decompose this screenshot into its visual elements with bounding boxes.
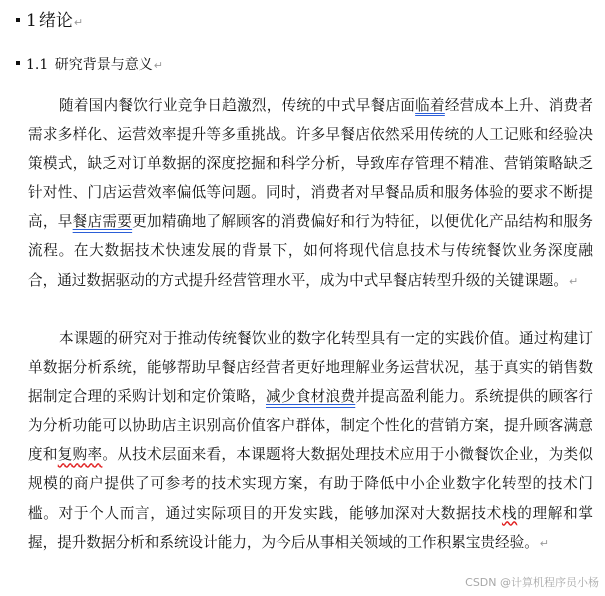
- section-heading[interactable]: [16, 55, 163, 76]
- grammar-flag[interactable]: 餐店需要: [72, 213, 133, 231]
- text-run: 的理解和掌握，提升数据分析和系统设计能力，为今后从事相关领域的工作积累宝贵经验。: [28, 504, 593, 551]
- spelling-flag[interactable]: 栈: [501, 504, 518, 522]
- chapter-heading[interactable]: [16, 10, 83, 34]
- text-run: 并提高盈利能力。系统提供的顾客行为分析功能可以协助店主识别高价值客户群体，制定个性化的营销方案，提升顾客满意度和: [28, 388, 593, 464]
- paragraph-mark: ↵: [73, 16, 84, 29]
- text-run: 本课题的研究对于推动传统餐饮业的数字化转型具有一定的实践价值。通过构建订单数据分析系统，能够帮助早餐店经营者更好地理解业务运营状况，基于真实的销售数据制定合理的采购计划和定价策略，: [28, 330, 593, 406]
- body-paragraph-1[interactable]: [28, 91, 593, 296]
- chapter-number: 1: [26, 11, 37, 31]
- grammar-flag[interactable]: 临着: [415, 97, 445, 114]
- paragraph-mark: ↵: [153, 59, 163, 72]
- section-number: 1.1: [26, 57, 49, 73]
- text-run: 。从技术层面来看，本课题将大数据处理技术应用于小微餐饮企业，为类似规模的商户提供了可参考的技术实现方案，有助于降低中小企业数字化转型的技术门槛。对于个人而言，通过实际项目的开发实践，能够加深对大数据技术: [28, 446, 593, 522]
- grammar-flag[interactable]: 减少食材浪费: [266, 388, 356, 406]
- paragraph-mark: ↵: [568, 274, 579, 288]
- text-run: 随着国内餐饮行业竞争日趋激烈，传统的中式早餐店面: [59, 97, 416, 114]
- text-run: 经营成本上升、消费者需求多样化、运营效率提升等多重挑战。许多早餐店依然采用传统的人工记账和经验决策模式，缺乏对订单数据的深度挖掘和科学分析，导致库存管理不精准、营销策略缺乏针对性、门店运营效率偏低等问题。同时，消费者对早餐品质和服务体验的要求不断提高，早: [28, 97, 593, 231]
- spelling-flag[interactable]: 复购率: [57, 446, 103, 464]
- heading-marker: [16, 61, 20, 65]
- heading-marker: [16, 18, 20, 22]
- section-title: 研究背景与意义: [54, 57, 153, 73]
- chapter-title: 绪论: [38, 11, 73, 31]
- csdn-watermark: CSDN @计算机程序员小杨: [465, 576, 599, 589]
- body-paragraph-2[interactable]: [28, 324, 593, 558]
- text-run: 更加精确地了解顾客的消费偏好和行为特征，以便优化产品结构和服务流程。在大数据技术快速发展的背景下，如何将现代信息技术与传统餐饮业务深度融合，通过数据驱动的方式提升经营管理水平，成为中式早餐店转型升级的关键课题。: [28, 213, 593, 289]
- paragraph-mark: ↵: [539, 536, 550, 550]
